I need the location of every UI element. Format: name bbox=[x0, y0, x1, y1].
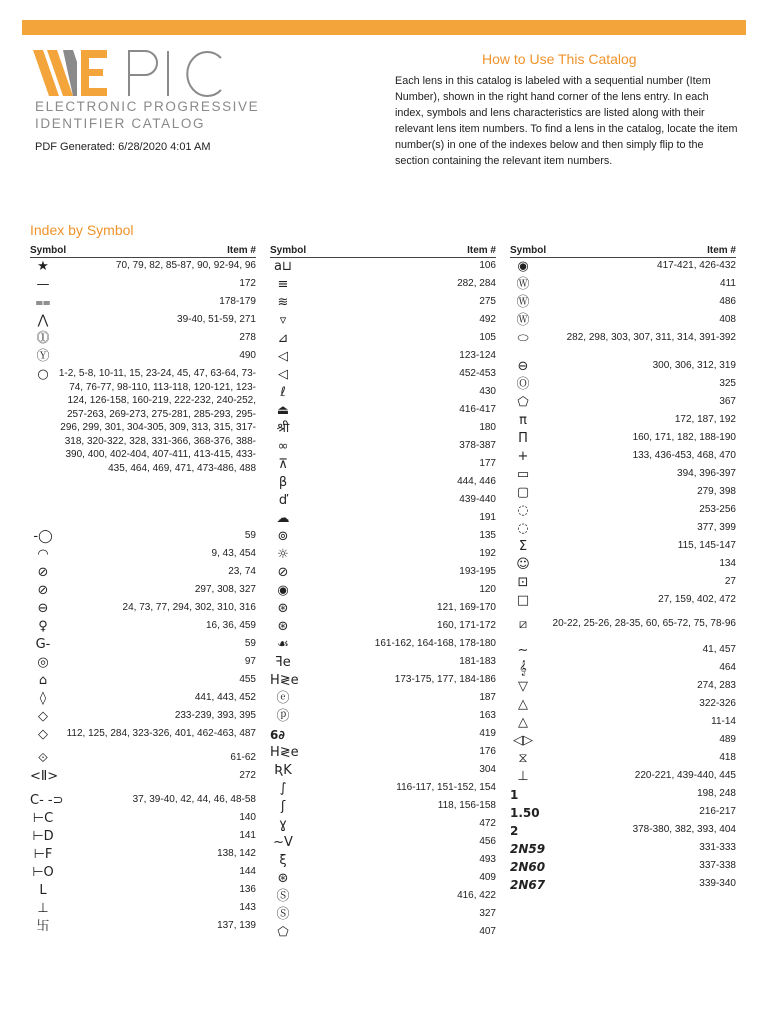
symbol-glyph: ☺ bbox=[516, 557, 530, 572]
column-header bbox=[30, 245, 256, 258]
column-header bbox=[510, 245, 736, 258]
symbol-glyph: Π bbox=[518, 431, 528, 446]
symbol-glyph: ʃ bbox=[280, 799, 286, 814]
item-numbers: 27, 159, 402, 472 bbox=[658, 594, 736, 605]
symbol-glyph: ∼ bbox=[517, 643, 529, 658]
symbol-glyph: ꟻe bbox=[275, 655, 291, 670]
symbol-glyph: ⬠ bbox=[517, 395, 529, 410]
howto-body: Each lens in this catalog is labeled with a sequential number (Item Number), shown in the right hand corner of the lens entry. In each index, symbols and lens characteristics are listed along with their relevant lens item numbers. To find a lens in the catalog, locate the item number(s) in one of the indexes below and then simply flip to the section containing the relevant item numbers. bbox=[395, 75, 738, 167]
item-numbers: 464 bbox=[719, 662, 736, 673]
item-numbers: 137, 139 bbox=[217, 920, 256, 931]
symbol-glyph: 6∂ bbox=[270, 728, 285, 742]
item-numbers: 377, 399 bbox=[697, 522, 736, 533]
symbol-glyph: ⧖ bbox=[518, 751, 528, 766]
item-numbers: 220-221, 439-440, 445 bbox=[634, 770, 736, 781]
top-accent-bar bbox=[22, 20, 746, 35]
item-numbers: 327 bbox=[479, 908, 496, 919]
item-numbers: 112, 125, 284, 323-326, 401, 462-463, 487 bbox=[66, 728, 256, 739]
symbol-glyph: ď bbox=[278, 493, 288, 508]
item-numbers: 408 bbox=[719, 314, 736, 325]
symbol-glyph: 𝄞 bbox=[519, 661, 527, 676]
symbol-glyph: Ⓦ bbox=[516, 295, 530, 310]
item-numbers: 70, 79, 82, 85-87, 90, 92-94, 96 bbox=[115, 260, 256, 271]
item-numbers: 61-62 bbox=[230, 752, 256, 763]
item-numbers: 233-239, 393, 395 bbox=[174, 710, 256, 721]
symbol-glyph: ƦK bbox=[274, 763, 292, 778]
howto-title: How to Use This Catalog bbox=[482, 51, 637, 67]
symbol-glyph: ∫ bbox=[279, 781, 287, 796]
item-numbers: 439-440 bbox=[459, 494, 496, 505]
column-header bbox=[270, 245, 496, 258]
symbol-glyph: L bbox=[39, 883, 47, 898]
item-numbers: 455 bbox=[239, 674, 256, 685]
symbol-glyph: △ bbox=[518, 697, 528, 712]
symbol-glyph: ⊛ bbox=[277, 601, 289, 616]
symbol-glyph: ⟐ bbox=[37, 751, 49, 766]
item-numbers: 493 bbox=[479, 854, 496, 865]
item-numbers: 11-14 bbox=[711, 716, 736, 727]
item-numbers: 59 bbox=[244, 638, 256, 649]
symbol-glyph: ▽ bbox=[518, 679, 528, 694]
symbol-glyph: ⏏ bbox=[276, 403, 290, 418]
logo-subtitle-line1: ELECTRONIC PROGRESSIVE bbox=[35, 99, 260, 114]
symbol-glyph: <Ⅱ> bbox=[30, 769, 59, 784]
symbol-glyph: ⊖ bbox=[517, 359, 529, 374]
item-numbers: 192 bbox=[479, 548, 496, 559]
symbol-glyph: 2N59 bbox=[510, 842, 546, 856]
item-numbers: 409 bbox=[479, 872, 496, 883]
item-numbers: 274, 283 bbox=[697, 680, 736, 691]
item-numbers: 181-183 bbox=[459, 656, 496, 667]
item-numbers: 27 bbox=[724, 576, 736, 587]
symbol-glyph: ⊥ bbox=[37, 901, 49, 916]
symbol-glyph: ♀ bbox=[38, 619, 48, 634]
item-numbers: 138, 142 bbox=[217, 848, 256, 859]
item-numbers: 279, 398 bbox=[697, 486, 736, 497]
item-numbers: 106 bbox=[479, 260, 496, 271]
item-numbers: 23, 74 bbox=[228, 566, 256, 577]
item-numbers: 37, 39-40, 42, 44, 46, 48-58 bbox=[132, 794, 256, 805]
symbol-glyph: ⊡ bbox=[517, 575, 529, 590]
item-numbers: 140 bbox=[239, 812, 256, 823]
item-numbers: 173-175, 177, 184-186 bbox=[394, 674, 496, 685]
symbol-glyph: ◁ bbox=[278, 349, 288, 364]
symbol-glyph: ⋀ bbox=[37, 313, 49, 328]
item-numbers: 492 bbox=[479, 314, 496, 325]
item-numbers: 20-22, 25-26, 28-35, 60, 65-72, 75, 78-96 bbox=[552, 618, 736, 629]
symbol-glyph: — bbox=[36, 277, 50, 292]
item-numbers: 339-340 bbox=[699, 878, 736, 889]
item-numbers: 120 bbox=[479, 584, 496, 595]
symbol-glyph: Ⓢ bbox=[276, 889, 290, 904]
symbol-glyph: ⊘ bbox=[37, 565, 49, 580]
symbol-glyph: + bbox=[517, 449, 529, 464]
symbol-glyph: ⊚ bbox=[277, 529, 289, 544]
item-numbers: 180 bbox=[479, 422, 496, 433]
symbol-glyph: 2N67 bbox=[510, 878, 546, 892]
symbol-header: Symbol bbox=[510, 245, 547, 256]
item-numbers: 419 bbox=[479, 728, 496, 739]
symbol-glyph: ◊ bbox=[39, 691, 47, 706]
symbol-glyph: Ⓨ bbox=[36, 349, 50, 364]
item-numbers: 367 bbox=[719, 396, 736, 407]
item-numbers: 115, 145-147 bbox=[677, 540, 736, 551]
item-numbers: 297, 308, 327 bbox=[194, 584, 256, 595]
item-numbers: 105 bbox=[479, 332, 496, 343]
symbol-glyph: ★ bbox=[37, 259, 49, 274]
symbol-glyph: △ bbox=[518, 715, 528, 730]
item-numbers: 123-124 bbox=[459, 350, 496, 361]
item-numbers: 198, 248 bbox=[697, 788, 736, 799]
item-numbers: 441, 443, 452 bbox=[194, 692, 256, 703]
item-numbers: 163 bbox=[479, 710, 496, 721]
symbol-glyph: ⊖ bbox=[37, 601, 49, 616]
item-numbers: 121, 169-170 bbox=[437, 602, 496, 613]
symbol-glyph: ⊛ bbox=[277, 619, 289, 634]
symbol-glyph: ⊘ bbox=[37, 583, 49, 598]
item-header: Item # bbox=[707, 245, 736, 256]
item-numbers: 187 bbox=[479, 692, 496, 703]
item-numbers: 272 bbox=[239, 770, 256, 781]
item-numbers: 216-217 bbox=[699, 806, 736, 817]
symbol-glyph: C- -⊃ bbox=[30, 793, 64, 808]
item-numbers: 278 bbox=[239, 332, 256, 343]
item-numbers: 325 bbox=[719, 378, 736, 389]
symbol-glyph: ⓟ bbox=[276, 709, 290, 724]
item-numbers: 9, 43, 454 bbox=[211, 548, 256, 559]
epic-logo bbox=[33, 48, 293, 138]
item-numbers: 417-421, 426-432 bbox=[657, 260, 736, 271]
symbol-glyph: ◌ bbox=[517, 503, 529, 518]
item-numbers: 378-380, 382, 393, 404 bbox=[632, 824, 736, 835]
index-column-3 bbox=[510, 245, 736, 892]
item-numbers: 16, 36, 459 bbox=[205, 620, 256, 631]
symbol-glyph: 2N60 bbox=[510, 860, 546, 874]
item-numbers: 136 bbox=[239, 884, 256, 895]
item-numbers: 191 bbox=[479, 512, 496, 523]
item-numbers: 144 bbox=[239, 866, 256, 877]
symbol-glyph: ɣ bbox=[279, 817, 287, 832]
symbol-glyph: ⧄ bbox=[518, 617, 528, 632]
item-numbers: 172 bbox=[239, 278, 256, 289]
item-numbers: 134 bbox=[719, 558, 736, 569]
item-numbers: 282, 284 bbox=[457, 278, 496, 289]
symbol-glyph: ⊥ bbox=[517, 769, 529, 784]
item-numbers: 394, 396-397 bbox=[677, 468, 736, 479]
item-numbers: 378-387 bbox=[459, 440, 496, 451]
symbol-glyph: ◁▷ bbox=[513, 733, 533, 748]
symbol-glyph: □ bbox=[516, 593, 530, 608]
symbol-glyph: ◉ bbox=[277, 583, 289, 598]
item-numbers: 489 bbox=[719, 734, 736, 745]
item-numbers: 490 bbox=[239, 350, 256, 361]
item-numbers: 41, 457 bbox=[702, 644, 736, 655]
item-numbers: 97 bbox=[244, 656, 256, 667]
item-numbers: 304 bbox=[479, 764, 496, 775]
item-numbers: 407 bbox=[479, 926, 496, 937]
symbol-glyph: ≋ bbox=[277, 295, 289, 310]
item-numbers: 160, 171-172 bbox=[437, 620, 496, 631]
symbol-glyph: ○ bbox=[37, 367, 49, 382]
symbol-glyph: G- bbox=[35, 637, 51, 652]
symbol-glyph: ◎ bbox=[37, 655, 49, 670]
symbol-glyph: ◉ bbox=[517, 259, 529, 274]
symbol-glyph: ⊢D bbox=[32, 829, 54, 844]
symbol-glyph: 1.50 bbox=[510, 806, 540, 820]
item-numbers: 430 bbox=[479, 386, 496, 397]
item-numbers: 24, 73, 77, 294, 302, 310, 316 bbox=[122, 602, 256, 613]
epic-logo-mark bbox=[33, 48, 233, 98]
symbol-glyph: ◇ bbox=[38, 709, 48, 724]
item-numbers: 161-162, 164-168, 178-180 bbox=[374, 638, 496, 649]
item-numbers: 331-333 bbox=[699, 842, 736, 853]
symbol-glyph: a⊔ bbox=[273, 259, 293, 274]
symbol-glyph: ◌ bbox=[517, 521, 529, 536]
symbol-glyph: ≡ bbox=[277, 277, 289, 292]
symbol-glyph: Ⓦ bbox=[516, 313, 530, 328]
symbol-glyph: Ⓢ bbox=[276, 907, 290, 922]
symbol-glyph: ⓵ bbox=[36, 331, 50, 346]
item-numbers: 337-338 bbox=[699, 860, 736, 871]
symbol-glyph: ⩵ bbox=[35, 295, 51, 310]
item-numbers: 59 bbox=[244, 530, 256, 541]
item-numbers: 452-453 bbox=[459, 368, 496, 379]
symbol-glyph: 1 bbox=[510, 788, 519, 802]
symbol-glyph: ◁ bbox=[278, 367, 288, 382]
item-numbers: 143 bbox=[239, 902, 256, 913]
symbol-glyph: ▭ bbox=[516, 467, 530, 482]
item-numbers: 176 bbox=[479, 746, 496, 757]
symbol-glyph: H≷e bbox=[270, 745, 299, 760]
symbol-header: Symbol bbox=[270, 245, 307, 256]
item-numbers: 300, 306, 312, 319 bbox=[652, 360, 736, 371]
symbol-glyph: ◇ bbox=[38, 727, 48, 742]
symbol-glyph: -◯ bbox=[33, 529, 53, 544]
item-numbers: 322-326 bbox=[699, 698, 736, 709]
item-numbers: 141 bbox=[239, 830, 256, 841]
symbol-header: Symbol bbox=[30, 245, 67, 256]
item-numbers: 416-417 bbox=[459, 404, 496, 415]
item-numbers: 1-2, 5-8, 10-11, 15, 23-24, 45, 47, 63-64, 73-74, 76-77, 98-110, 113-118, 120-121, 123-124, 126-158, 160-219, 222-232, 240-252, 257-263, 269-273, 275-281, 285-293, 295-296, 299, 301, 304-305, 309, 313, 315, 317-318, 320-322, 328, 331-366, 368-376, 388-390, 400, 402-404, 407-411, 413-415, 433-435, 464, 469, 471, 473-486, 488 bbox=[58, 368, 256, 474]
symbol-glyph: ◠ bbox=[37, 547, 49, 562]
item-numbers: 177 bbox=[479, 458, 496, 469]
symbol-glyph: ⊢F bbox=[33, 847, 53, 862]
item-numbers: 275 bbox=[479, 296, 496, 307]
symbol-glyph: ⊢O bbox=[32, 865, 54, 880]
item-numbers: 411 bbox=[720, 278, 736, 289]
symbol-glyph: ⬭ bbox=[517, 331, 529, 346]
item-numbers: 486 bbox=[719, 296, 736, 307]
symbol-glyph: ☙ bbox=[277, 637, 289, 652]
logo-subtitle-line2: IDENTIFIER CATALOG bbox=[35, 116, 206, 131]
symbol-glyph: ~V bbox=[273, 835, 293, 850]
symbol-glyph: ⬠ bbox=[277, 925, 289, 940]
symbol-glyph: ℓ bbox=[280, 385, 286, 400]
symbol-glyph: ⊼ bbox=[278, 457, 288, 472]
item-numbers: 178-179 bbox=[219, 296, 256, 307]
symbol-glyph: 2 bbox=[510, 824, 519, 838]
item-numbers: 118, 156-158 bbox=[437, 800, 496, 811]
item-numbers: 116-117, 151-152, 154 bbox=[396, 782, 496, 793]
symbol-glyph: 卐 bbox=[36, 919, 50, 934]
item-numbers: 193-195 bbox=[459, 566, 496, 577]
symbol-glyph: β bbox=[278, 475, 288, 490]
item-numbers: 160, 171, 182, 188-190 bbox=[632, 432, 736, 443]
item-numbers: 472 bbox=[479, 818, 496, 829]
item-numbers: 172, 187, 192 bbox=[674, 414, 736, 425]
symbol-glyph: ▢ bbox=[516, 485, 530, 500]
symbol-glyph: Ⓞ bbox=[516, 377, 530, 392]
item-header: Item # bbox=[227, 245, 256, 256]
symbol-glyph: ⌂ bbox=[38, 673, 48, 688]
symbol-glyph: ∞ bbox=[277, 439, 289, 454]
item-numbers: 456 bbox=[479, 836, 496, 847]
symbol-glyph: ▿ bbox=[279, 313, 287, 328]
symbol-glyph: ⊘ bbox=[277, 565, 289, 580]
item-numbers: 444, 446 bbox=[457, 476, 496, 487]
index-title: Index by Symbol bbox=[30, 222, 134, 238]
symbol-glyph: ⊛ bbox=[277, 871, 289, 886]
symbol-glyph: π bbox=[519, 413, 527, 428]
item-numbers: 253-256 bbox=[699, 504, 736, 515]
symbol-glyph: ξ bbox=[279, 853, 287, 868]
symbol-glyph: ⊢C bbox=[32, 811, 54, 826]
item-numbers: 135 bbox=[479, 530, 496, 541]
symbol-glyph: Σ bbox=[518, 539, 528, 554]
symbol-glyph: ⓔ bbox=[276, 691, 290, 706]
symbol-glyph: ☁ bbox=[276, 511, 290, 526]
pdf-generated-date: PDF Generated: 6/28/2020 4:01 AM bbox=[35, 141, 211, 153]
item-numbers: 133, 436-453, 468, 470 bbox=[632, 450, 736, 461]
item-numbers: 282, 298, 303, 307, 311, 314, 391-392 bbox=[566, 332, 736, 343]
symbol-glyph: ☼ bbox=[277, 547, 289, 562]
item-header: Item # bbox=[467, 245, 496, 256]
item-numbers: 418 bbox=[719, 752, 736, 763]
symbol-glyph: श्री bbox=[276, 421, 290, 436]
index-column-2 bbox=[270, 245, 496, 940]
symbol-glyph: Ⓦ bbox=[516, 277, 530, 292]
symbol-glyph: H≷e bbox=[270, 673, 299, 688]
item-numbers: 416, 422 bbox=[457, 890, 496, 901]
symbol-glyph: ⊿ bbox=[277, 331, 289, 346]
item-numbers: 39-40, 51-59, 271 bbox=[177, 314, 256, 325]
index-column-1 bbox=[30, 245, 256, 934]
